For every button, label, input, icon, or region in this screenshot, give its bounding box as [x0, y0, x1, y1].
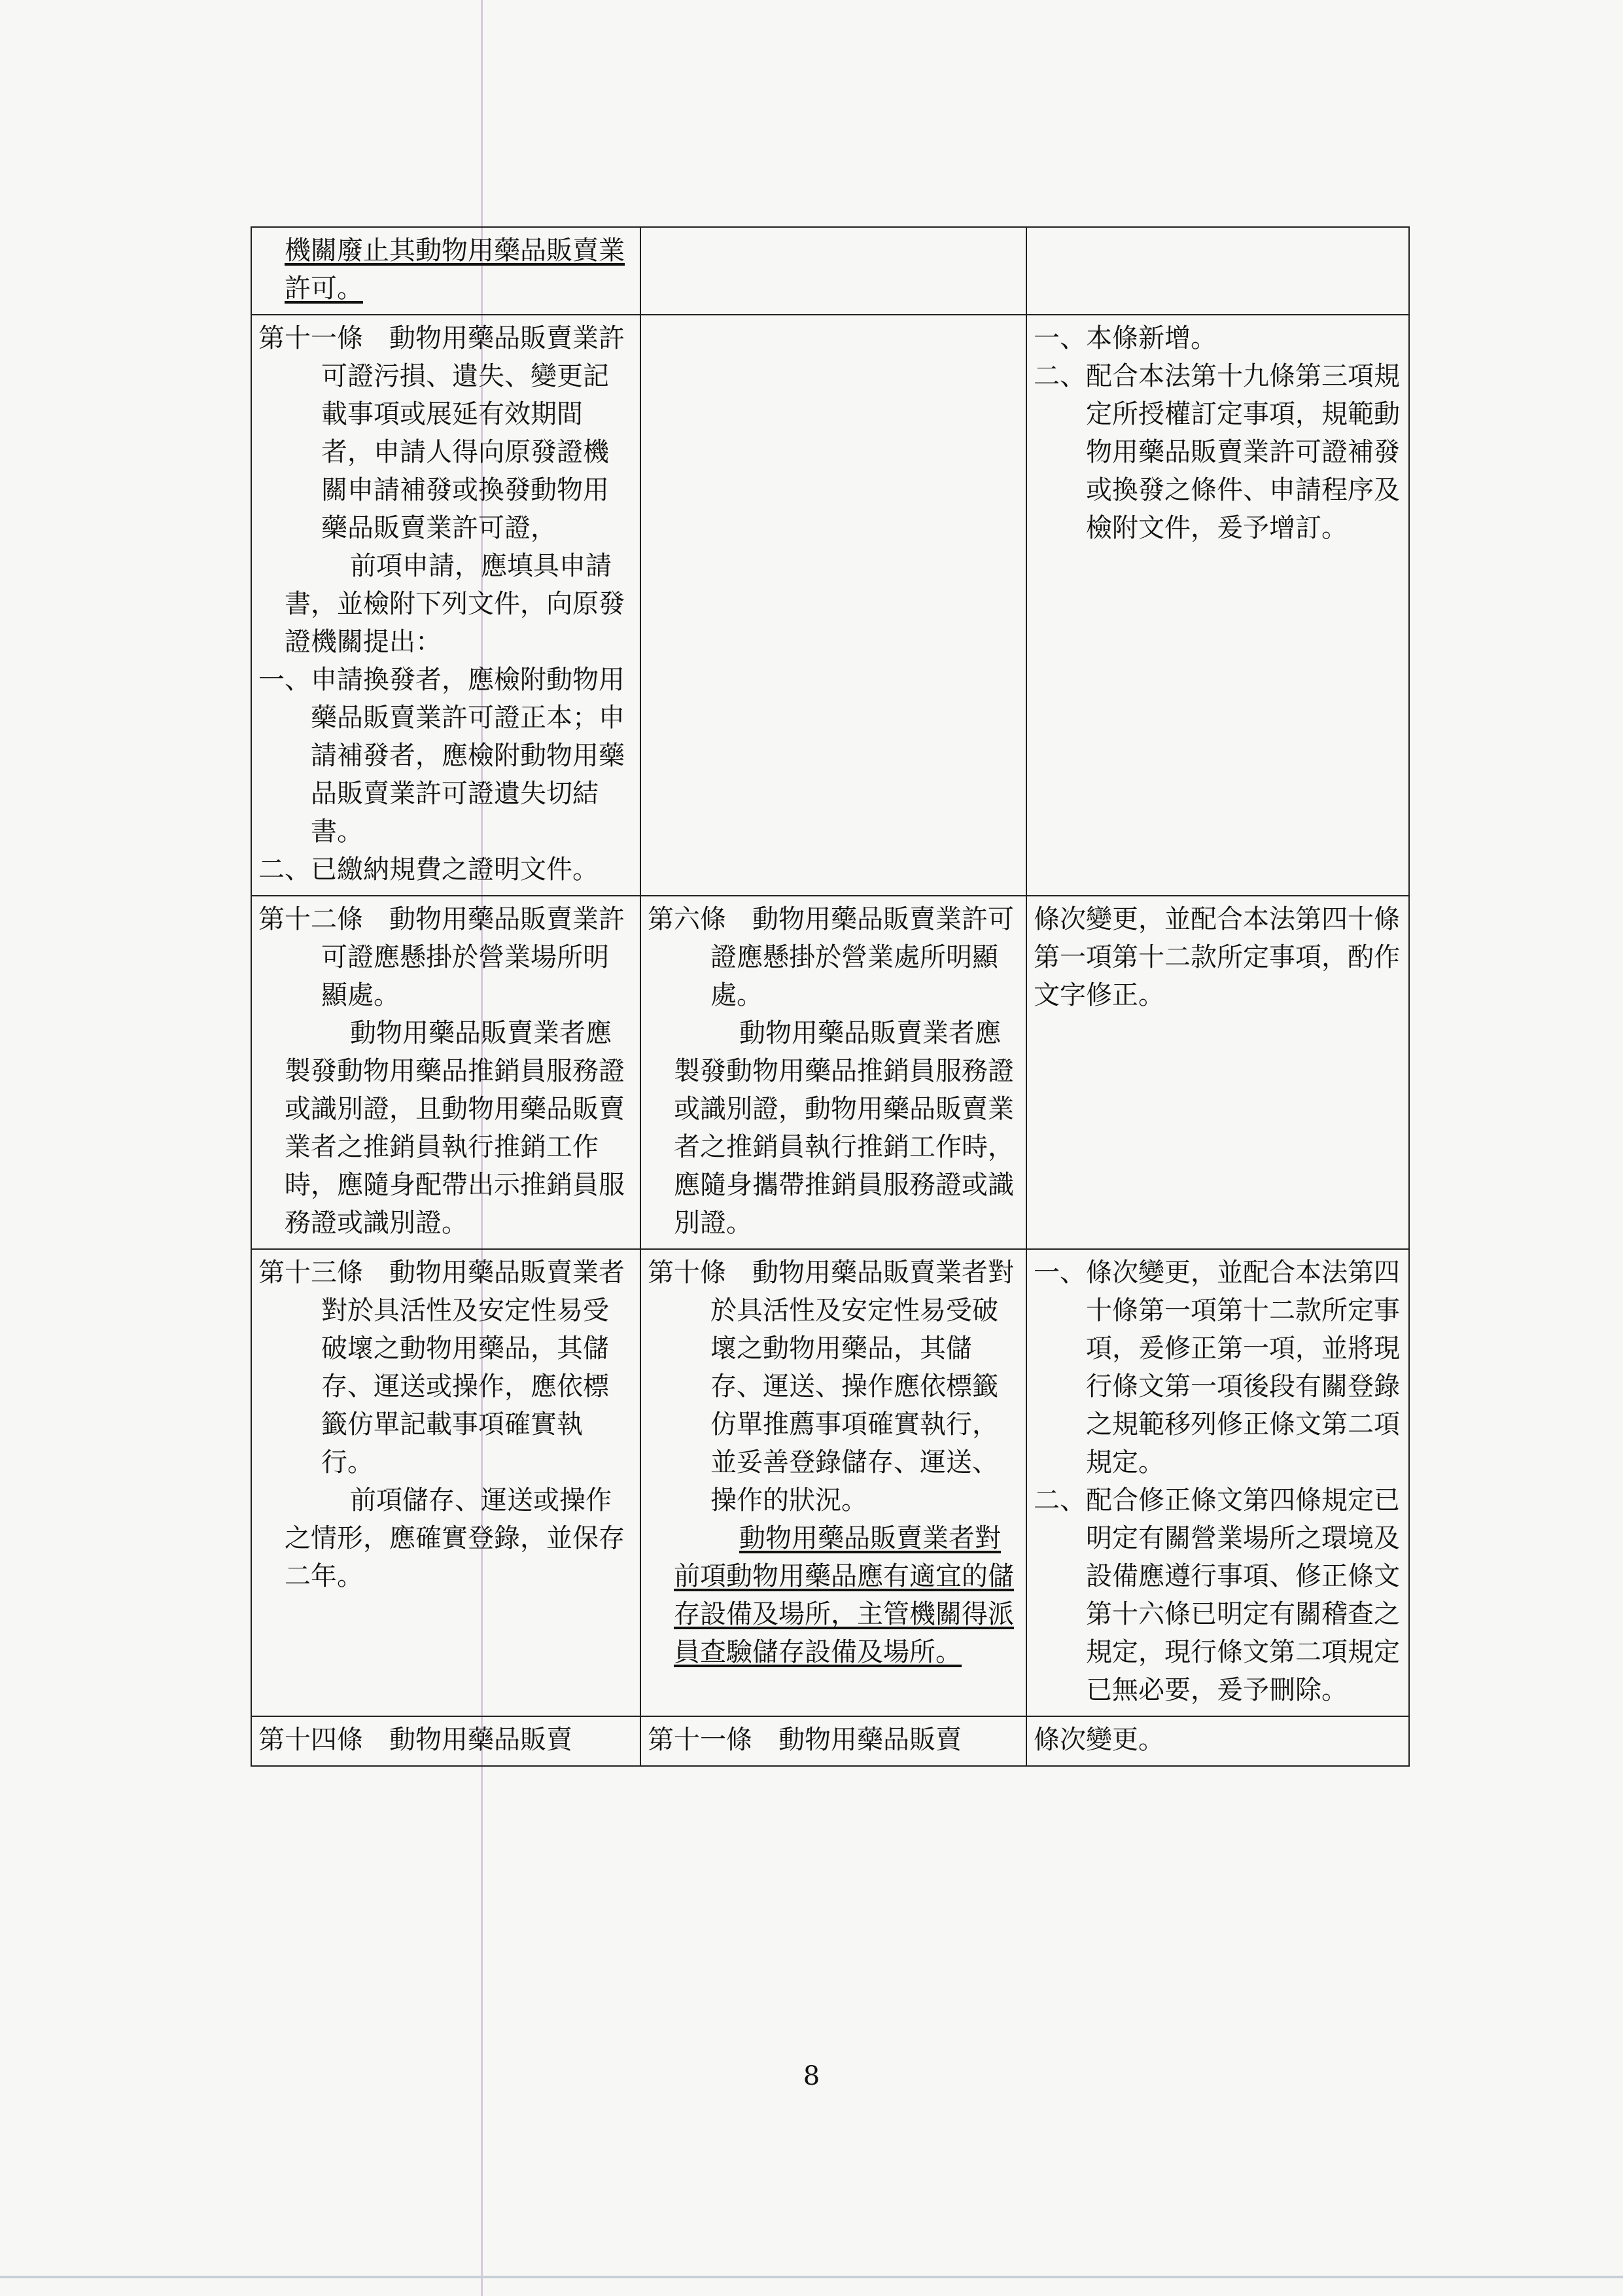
amended-text-cell: [251, 227, 640, 315]
explanation-text: 條次變更，並配合本法第四十條第一項第十二款所定事項，酌作文字修正。: [1034, 904, 1400, 1010]
scan-artifact-horizontal-line: [0, 2276, 1623, 2278]
paragraph-text: 動物用藥品販賣業者應製發動物用藥品推銷員服務證或識別證，且動物用藥品販賣業者之推銷員執行推銷工作時，應隨身配帶出示推銷員服務證或識別證。: [285, 1018, 625, 1238]
article-heading-text: 第十一條 動物用藥品販賣業許可證污損、遺失、變更記載事項或展延有效期間者，申請人得向原發證機關申請補發或換發動物用藥品販賣業許可證，: [258, 323, 625, 543]
list-item: 二、配合修正條文第四條規定已明定有關營業場所之環境及設備應遵行事項、修正條文第十六條已明定有關稽查之規定，現行條文第二項規定已無必要，爰予刪除。: [1034, 1485, 1400, 1705]
list-item: 二、已繳納規費之證明文件。: [258, 855, 599, 885]
explanation-text: 條次變更。: [1034, 1725, 1164, 1755]
list-item: 一、申請換發者，應檢附動物用藥品販賣業許可證正本；申請補發者，應檢附動物用藥品販賣業許可證遺失切結書。: [258, 665, 625, 847]
paragraph-text: 動物用藥品販賣業者對前項動物用藥品應有適宜的儲存設備及場所，主管機關得派員查驗儲存設備及場所。: [674, 1523, 1014, 1667]
article-heading-text: 第十四條 動物用藥品販賣: [258, 1725, 572, 1755]
current-text-cell: [640, 1716, 1026, 1766]
amended-text-cell: [251, 1249, 640, 1716]
article-heading-text: 第十一條 動物用藥品販賣: [648, 1725, 962, 1755]
paragraph-text: 前項儲存、運送或操作之情形，應確實登錄，並保存二年。: [285, 1485, 625, 1591]
paragraph-text: 動物用藥品販賣業者應製發動物用藥品推銷員服務證或識別證，動物用藥品販賣業者之推銷員執行推銷工作時，應隨身攜帶推銷員服務證或識別證。: [674, 1018, 1014, 1238]
table-row: [251, 227, 1409, 315]
amended-text-cell: [251, 896, 640, 1249]
current-text-cell: [640, 1249, 1026, 1716]
amended-text-cell: [251, 315, 640, 896]
explanation-cell: [1026, 1716, 1409, 1766]
amended-text-cell: [251, 1716, 640, 1766]
article-heading-text: 第六條 動物用藥品販賣業許可證應懸掛於營業處所明顯處。: [648, 904, 1014, 1010]
current-text-cell: [640, 227, 1026, 315]
explanation-cell: [1026, 1249, 1409, 1716]
list-item: 一、本條新增。: [1034, 323, 1217, 353]
table-row: [251, 896, 1409, 1249]
article-heading-text: 第十二條 動物用藥品販賣業許可證應懸掛於營業場所明顯處。: [258, 904, 625, 1010]
explanation-cell: [1026, 227, 1409, 315]
explanation-cell: [1026, 896, 1409, 1249]
clause-text: 機關廢止其動物用藥品販賣業許可。: [285, 236, 625, 304]
list-item: 一、條次變更，並配合本法第四十條第一項第十二款所定事項，爰修正第一項，並將現行條文第一項後段有關登錄之規範移列修正條文第二項規定。: [1034, 1258, 1400, 1477]
article-heading-text: 第十三條 動物用藥品販賣業者對於具活性及安定性易受破壞之動物用藥品，其儲存、運送或操作，應依標籤仿單記載事項確實執行。: [258, 1258, 625, 1477]
comparison-table: [251, 226, 1410, 1767]
current-text-cell: [640, 896, 1026, 1249]
list-item: 二、配合本法第十九條第三項規定所授權訂定事項，規範動物用藥品販賣業許可證補發或換發之條件、申請程序及檢附文件，爰予增訂。: [1034, 361, 1400, 543]
table-row: [251, 315, 1409, 896]
explanation-cell: [1026, 315, 1409, 896]
paragraph-text: 前項申請，應填具申請書，並檢附下列文件，向原發證機關提出：: [285, 551, 625, 657]
table-row: [251, 1716, 1409, 1766]
current-text-cell: [640, 315, 1026, 896]
table-row: [251, 1249, 1409, 1716]
page-number: 8: [803, 2061, 820, 2091]
article-heading-text: 第十條 動物用藥品販賣業者對於具活性及安定性易受破壞之動物用藥品，其儲存、運送、操作應依標籤仿單推薦事項確實執行，並妥善登錄儲存、運送、操作的狀況。: [648, 1258, 1014, 1515]
